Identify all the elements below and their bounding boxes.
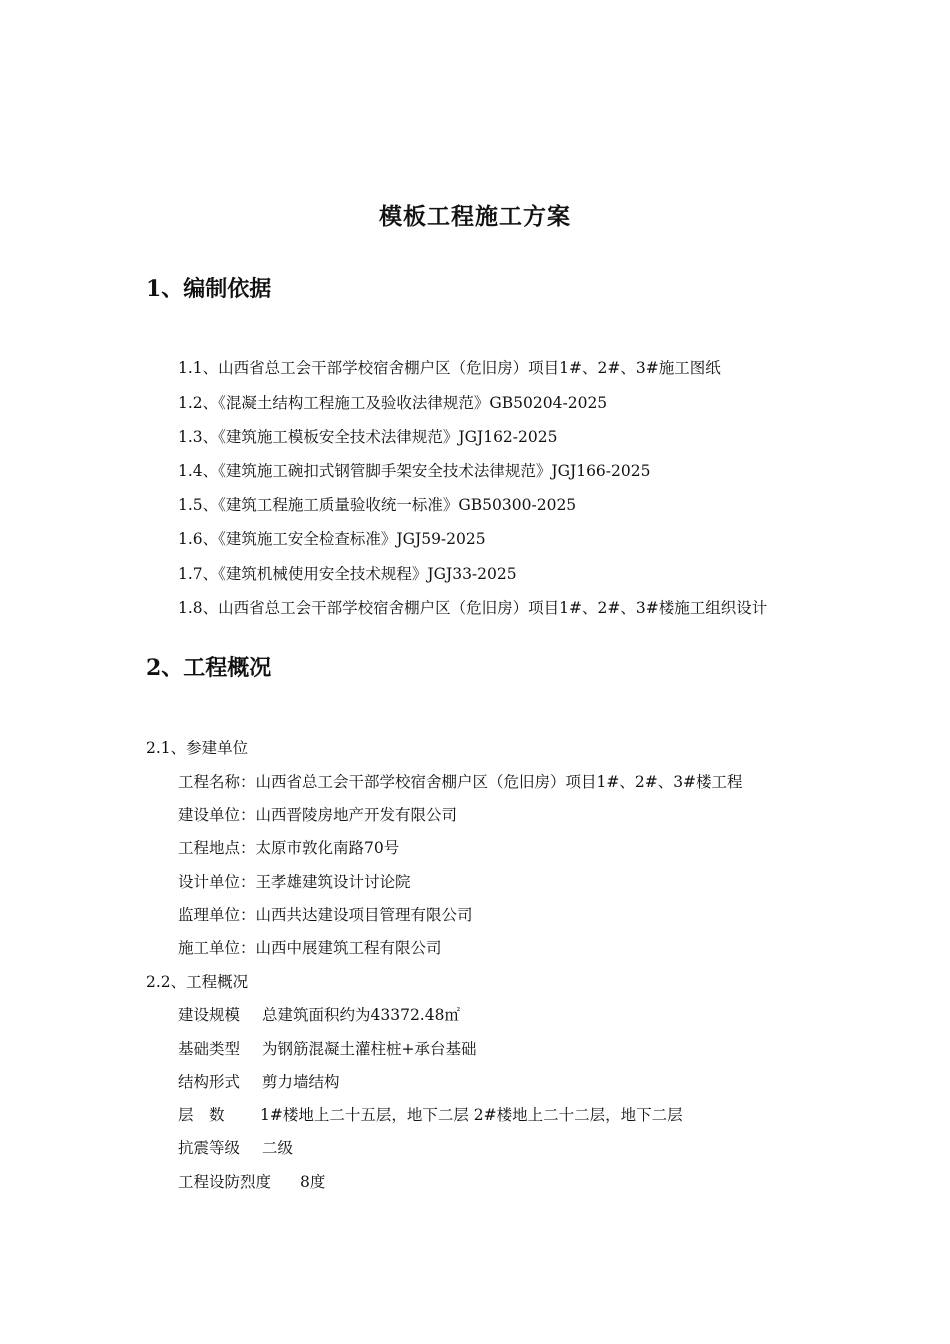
participant-row: 施工单位：山西中展建筑工程有限公司 [178,939,442,957]
section-2-heading: 2、工程概况 [146,655,272,681]
overview-label: 结构形式 [178,1073,241,1091]
reference-item: 1.8、山西省总工会干部学校宿舍棚户区（危旧房）项目1#、2#、3#楼施工组织设计 [178,599,768,617]
participant-row: 监理单位：山西共达建设项目管理有限公司 [178,906,473,924]
reference-item: 1.5、《建筑工程施工质量验收统一标准》GB50300-2025 [178,496,577,514]
overview-label: 抗震等级 [178,1139,241,1157]
overview-row [178,1105,683,1125]
reference-item: 1.4、《建筑施工碗扣式钢管脚手架安全技术法律规范》JGJ166-2025 [178,462,651,480]
subsection-2-1-heading: 2.1、参建单位 [146,739,249,757]
reference-item: 1.6、《建筑施工安全检查标准》JGJ59-2025 [178,530,486,548]
overview-row [178,1072,340,1092]
overview-label: 基础类型 [178,1040,241,1058]
overview-value: 总建筑面积约为43372.48㎡ [262,1006,460,1024]
overview-row [178,1138,293,1158]
participant-row: 工程地点：太原市敦化南路70号 [178,839,400,857]
overview-label: 工程设防烈度 [178,1173,272,1191]
overview-value: 1#楼地上二十五层，地下二层 2#楼地上二十二层，地下二层 [260,1106,683,1124]
section-1-heading: 1、编制依据 [146,276,272,302]
overview-value: 为钢筋混凝土灌柱桩+承台基础 [262,1040,477,1058]
participant-row: 工程名称：山西省总工会干部学校宿舍棚户区（危旧房）项目1#、2#、3#楼工程 [178,773,743,791]
overview-row [178,1039,477,1059]
participant-row: 设计单位：王孝雄建筑设计讨论院 [178,873,411,891]
overview-label: 层 数 [178,1106,225,1124]
overview-row [178,1172,325,1192]
reference-item: 1.2、《混凝土结构工程施工及验收法律规范》GB50204-2025 [178,394,608,412]
subsection-2-2-heading: 2.2、工程概况 [146,973,249,991]
reference-item: 1.7、《建筑机械使用安全技术规程》JGJ33-2025 [178,565,517,583]
overview-value: 二级 [262,1139,294,1157]
overview-row [178,1005,460,1025]
overview-value: 剪力墙结构 [262,1073,340,1091]
overview-label: 建设规模 [178,1006,241,1024]
document-title: 模板工程施工方案 [379,203,571,230]
overview-value: 8度 [300,1173,326,1191]
participant-row: 建设单位：山西晋陵房地产开发有限公司 [178,806,458,824]
reference-item: 1.1、山西省总工会干部学校宿舍棚户区（危旧房）项目1#、2#、3#施工图纸 [178,359,721,377]
reference-item: 1.3、《建筑施工模板安全技术法律规范》JGJ162-2025 [178,428,558,446]
